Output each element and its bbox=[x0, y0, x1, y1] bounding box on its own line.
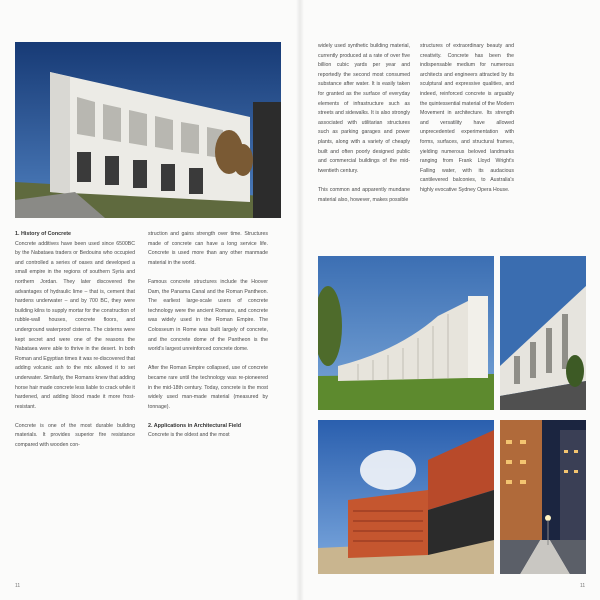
paragraph: This common and apparently mundane material also, however, makes possible bbox=[318, 186, 410, 203]
paragraph: Famous concrete structures include the Hoover Dam, the Panama Canal and the Roman Pantheon. The earliest large-scale users of concrete technology were the ancient Romans, and concrete was widely used in the Roman Empire. The Colosseum in Rome was built largely of concrete, and the concrete dome of the Pantheon is the world's largest unreinforced concrete dome. bbox=[148, 278, 268, 353]
photo-night-street-buildings bbox=[500, 420, 586, 574]
left-page-text-col-2 bbox=[148, 230, 268, 451]
paragraph: Concrete is one of the most durable building materials. It provides superior fire resistance compared with wooden con- bbox=[15, 422, 135, 449]
photo-white-building-louvers bbox=[15, 42, 281, 218]
page-number-right: 11 bbox=[580, 583, 586, 589]
paragraph: Concrete is the oldest and the most bbox=[148, 432, 230, 439]
paragraph: structures of extraordinary beauty and creativity. Concrete has been the indispensable medium for numerous architects and engineers attracted by its sculptural and expressive qualities, and indeed, reinforced concrete is arguably the quintessential material of the Modern Movement in architecture. Its strength and versatility have allowed unprecedented experimentation with forms, surfaces, and structural frames, yielding numerous beloved landmarks ranging from Frank Lloyd Wright's Falling water, with its audacious cantilevered balconies, to Australia's highly evocative Sydney Opera House. bbox=[420, 43, 514, 193]
photo-curved-louvered-building bbox=[318, 256, 494, 410]
book-gutter bbox=[296, 0, 304, 600]
paragraph: Concrete additives have been used since 6500BC by the Nabataea traders or Bedouins who occupied and controlled a series of oases and developed a small empire in the regions of southern Syria and northern Jordan. They later discovered the advantages of hydraulic lime – that is, cement that hardens underwater – and by 700 BC, they were building kilns to supply mortar for the construction of rubble-wall houses, concrete floors, and underground waterproof cisterns. The cisterns were kept secret and were one of the reasons the Nabataea were able to thrive in the desert. In both Roman and Egyptian times it was re-discovered that adding volcanic ash to the mix allowed it to set underwater. Similarly, the Romans knew that adding horse hair made concrete less liable to crack while it hardened, and adding blood made it more frost-resistant. bbox=[15, 240, 135, 410]
section-heading-history: 1. History of Concrete bbox=[15, 231, 72, 237]
paragraph: After the Roman Empire collapsed, use of concrete became rare until the technology was re-pioneered in the mid-18th century. Today, concrete is the most widely used man-made material (measured by tonnage). bbox=[148, 365, 268, 410]
page-number-left: 11 bbox=[15, 583, 21, 589]
right-page-text-col-2 bbox=[420, 42, 514, 205]
photo-terracotta-cantilever-building bbox=[318, 420, 494, 574]
left-page-text-col-1 bbox=[15, 230, 135, 460]
photo-white-building-perspective bbox=[500, 256, 586, 410]
paragraph: widely used synthetic building material, currently produced at a rate of over five billion cubic yards per year and reportedly the second most consumed substance after water. It is easily taken for granted as the surface of everyday elements of infrastructure such as streets and sidewalks. It is also strongly associated with utilitarian structures such as parking garages and power plants, along with a variety of cheaply built and often poorly designed public and commercial buildings of the mid-twentieth century. bbox=[318, 43, 410, 174]
paragraph: struction and gains strength over time. Structures made of concrete can have a long service life. Concrete is used more than any other manmade material in the world. bbox=[148, 231, 268, 266]
right-page-text-col-1 bbox=[318, 42, 410, 215]
section-heading-applications: 2. Applications in Architectural Field bbox=[148, 422, 242, 429]
